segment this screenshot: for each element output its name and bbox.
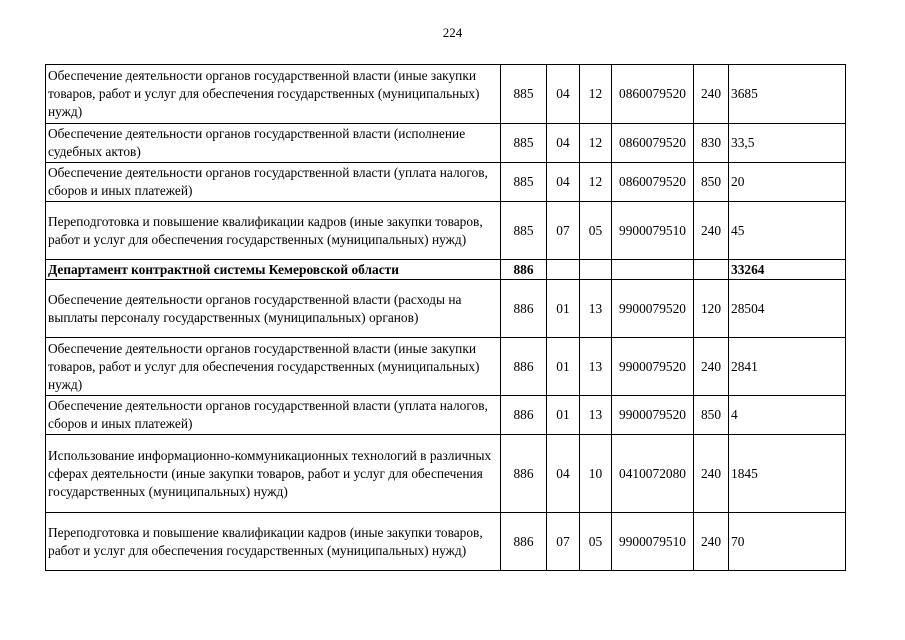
row-ved: 886: [501, 513, 547, 571]
row-sum: 33264: [729, 260, 846, 280]
row-sum: 20: [729, 163, 846, 202]
table-row: [46, 124, 846, 163]
row-pr: 13: [580, 396, 612, 435]
row-pr: [580, 260, 612, 280]
row-vr: 850: [694, 396, 729, 435]
row-rz: 04: [547, 435, 580, 513]
row-sum: 2841: [729, 338, 846, 396]
table-row: [46, 338, 846, 396]
row-vr: 830: [694, 124, 729, 163]
row-csr: 9900079510: [612, 513, 694, 571]
table-row: [46, 513, 846, 571]
table-row: [46, 435, 846, 513]
row-csr: 9900079520: [612, 338, 694, 396]
row-csr: 9900079510: [612, 202, 694, 260]
row-sum: 1845: [729, 435, 846, 513]
row-ved: 885: [501, 65, 547, 124]
row-name: Обеспечение деятельности органов государственной власти (уплата налогов, сборов и иных платежей): [46, 396, 501, 435]
row-sum: 45: [729, 202, 846, 260]
row-rz: 01: [547, 338, 580, 396]
row-vr: 240: [694, 513, 729, 571]
row-name: Обеспечение деятельности органов государственной власти (уплата налогов, сборов и иных платежей): [46, 163, 501, 202]
row-vr: 120: [694, 280, 729, 338]
row-name: Переподготовка и повышение квалификации кадров (иные закупки товаров, работ и услуг для обеспечения государственных (муниципальных) нужд): [46, 513, 501, 571]
table-row: [46, 65, 846, 124]
row-ved: 886: [501, 280, 547, 338]
table-row: [46, 163, 846, 202]
table-row: [46, 260, 846, 280]
row-sum: 70: [729, 513, 846, 571]
table-row: [46, 396, 846, 435]
row-pr: 10: [580, 435, 612, 513]
row-csr: 0860079520: [612, 124, 694, 163]
row-vr: 240: [694, 202, 729, 260]
row-vr: 240: [694, 338, 729, 396]
row-name: Обеспечение деятельности органов государственной власти (иные закупки товаров, работ и услуг для обеспечения государственных (муниципальных) нужд): [46, 65, 501, 124]
row-ved: 885: [501, 202, 547, 260]
row-name: Департамент контрактной системы Кемеровской области: [46, 260, 501, 280]
row-vr: 240: [694, 435, 729, 513]
budget-table: [45, 64, 846, 571]
row-csr: [612, 260, 694, 280]
row-name: Использование информационно-коммуникационных технологий в различных сферах деятельности (иные закупки товаров, работ и услуг для обеспечения государственных (муниципальных) нужд): [46, 435, 501, 513]
row-name: Обеспечение деятельности органов государственной власти (расходы на выплаты персоналу государственных (муниципальных) органов): [46, 280, 501, 338]
row-name: Переподготовка и повышение квалификации кадров (иные закупки товаров, работ и услуг для обеспечения государственных (муниципальных) нужд): [46, 202, 501, 260]
row-sum: 33,5: [729, 124, 846, 163]
row-sum: 3685: [729, 65, 846, 124]
row-pr: 13: [580, 280, 612, 338]
row-pr: 05: [580, 202, 612, 260]
row-rz: 01: [547, 396, 580, 435]
row-rz: 07: [547, 202, 580, 260]
row-ved: 886: [501, 435, 547, 513]
row-csr: 0410072080: [612, 435, 694, 513]
row-ved: 886: [501, 396, 547, 435]
row-csr: 0860079520: [612, 65, 694, 124]
table-row: [46, 280, 846, 338]
row-rz: 07: [547, 513, 580, 571]
row-pr: 12: [580, 65, 612, 124]
row-name: Обеспечение деятельности органов государственной власти (иные закупки товаров, работ и услуг для обеспечения государственных (муниципальных) нужд): [46, 338, 501, 396]
table-row: [46, 202, 846, 260]
row-rz: 04: [547, 124, 580, 163]
row-vr: 240: [694, 65, 729, 124]
row-csr: 9900079520: [612, 280, 694, 338]
row-ved: 886: [501, 260, 547, 280]
page-number: 224: [442, 25, 463, 40]
row-pr: 12: [580, 124, 612, 163]
row-rz: 04: [547, 163, 580, 202]
row-pr: 13: [580, 338, 612, 396]
row-csr: 0860079520: [612, 163, 694, 202]
row-ved: 885: [501, 124, 547, 163]
row-csr: 9900079520: [612, 396, 694, 435]
row-rz: 01: [547, 280, 580, 338]
row-pr: 05: [580, 513, 612, 571]
row-rz: 04: [547, 65, 580, 124]
row-sum: 4: [729, 396, 846, 435]
row-sum: 28504: [729, 280, 846, 338]
row-ved: 885: [501, 163, 547, 202]
row-rz: [547, 260, 580, 280]
row-pr: 12: [580, 163, 612, 202]
row-vr: 850: [694, 163, 729, 202]
row-ved: 886: [501, 338, 547, 396]
row-vr: [694, 260, 729, 280]
row-name: Обеспечение деятельности органов государственной власти (исполнение судебных актов): [46, 124, 501, 163]
